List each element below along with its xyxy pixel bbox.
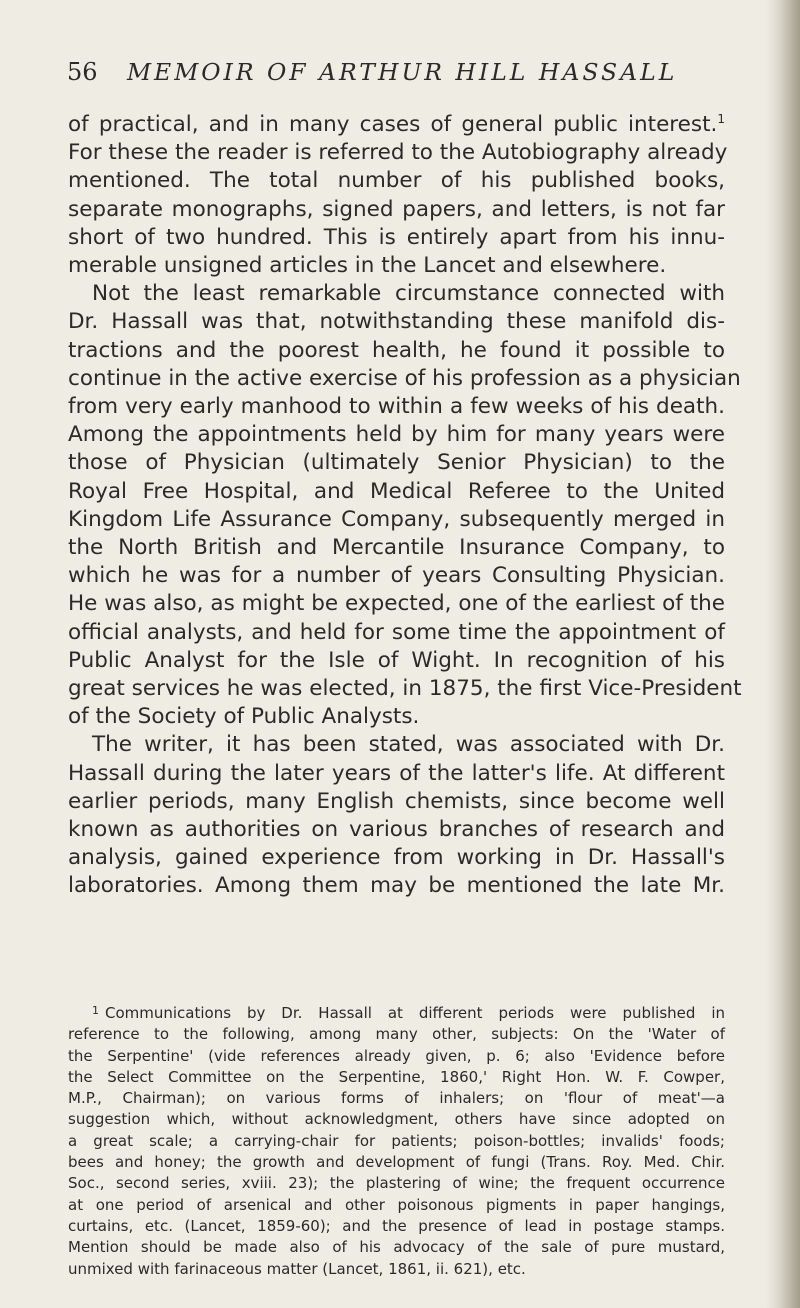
body-line: the North British and Mercantile Insurance Company, to — [68, 535, 725, 561]
body-line: For these the reader is referred to the Autobiography already — [68, 140, 728, 166]
body-line: from very early manhood to within a few weeks of his death. — [68, 394, 725, 420]
footnote-line: Soc., second series, xviii. 23); the plastering of wine; the frequent occurrence — [68, 1174, 725, 1193]
body-line: continue in the active exercise of his profession as a physician — [68, 365, 741, 391]
body-text — [68, 111, 742, 901]
footnote-line: M.P., Chairman); on various forms of inhalers; on 'flour of meat'—a — [68, 1089, 725, 1108]
footnote-line: Mention should be made also of his advocacy of the sale of pure mustard, — [68, 1238, 725, 1257]
body-line: of the Society of Public Analysts. — [68, 704, 420, 730]
footnote-line: a great scale; a carrying-chair for patients; poison-bottles; invalids' foods; — [68, 1131, 725, 1150]
body-line: Kingdom Life Assurance Company, subsequently merged in — [68, 506, 725, 532]
body-line: great services he was elected, in 1875, the first Vice-President — [68, 676, 742, 702]
body-line: of practical, and in many cases of general public interest.$^1$ — [68, 111, 725, 137]
body-line: separate monographs, signed papers, and letters, is not far — [68, 196, 725, 222]
body-line: official analysts, and held for some time the appointment of — [68, 619, 725, 645]
body-line: which he was for a number of years Consulting Physician. — [68, 563, 725, 589]
footnote — [68, 1000, 725, 1280]
footnote-reference: 1 — [717, 111, 725, 126]
body-line: merable unsigned articles in the Lancet and elsewhere. — [68, 253, 667, 279]
footnote-line: the Serpentine' (vide references already given, p. 6; also 'Evidence before — [68, 1046, 725, 1065]
body-line: known as authorities on various branches of research and — [68, 817, 725, 843]
body-line: He was also, as might be expected, one of the earliest of the — [68, 591, 725, 617]
body-line: tractions and the poorest health, he found it possible to — [68, 337, 725, 363]
footnote-line: at one period of arsenical and other poisonous pigments in paper hangings, — [68, 1195, 725, 1214]
page-number: 56 — [67, 58, 98, 86]
body-line: analysis, gained experience from working in Dr. Hassall's — [68, 845, 725, 871]
footnote-line: $^1$ Communications by Dr. Hassall at different periods were published in — [92, 1004, 725, 1022]
footnote-marker: 1 — [92, 1004, 99, 1017]
footnote-line: suggestion which, without acknowledgment, others have since adopted on — [68, 1110, 725, 1129]
page-edge-shadow — [766, 0, 800, 1308]
footnote-line: reference to the following, among many other, subjects: On the 'Water of — [68, 1025, 725, 1044]
body-line: Among the appointments held by him for many years were — [68, 422, 725, 448]
running-title: MEMOIR OF ARTHUR HILL HASSALL — [127, 58, 678, 86]
body-line: Royal Free Hospital, and Medical Referee to the United — [68, 478, 725, 504]
body-line: earlier periods, many English chemists, since become well — [68, 788, 725, 814]
body-line: The writer, it has been stated, was associated with Dr. — [92, 732, 725, 758]
body-line: mentioned. The total number of his published books, — [68, 168, 725, 194]
body-line: laboratories. Among them may be mentioned the late Mr. — [68, 873, 725, 899]
body-line: Not the least remarkable circumstance connected with — [92, 281, 725, 307]
footnote-line: the Select Committee on the Serpentine, 1860,' Right Hon. W. F. Cowper, — [68, 1067, 725, 1086]
footnote-line: curtains, etc. (Lancet, 1859-60); and the presence of lead in postage stamps. — [68, 1216, 725, 1235]
body-line: short of two hundred. This is entirely apart from his innu- — [68, 224, 725, 250]
body-line: Hassall during the later years of the latter's life. At different — [68, 760, 725, 786]
body-line: Dr. Hassall was that, notwithstanding these manifold dis- — [68, 309, 725, 335]
footnote-line: bees and honey; the growth and development of fungi (Trans. Roy. Med. Chir. — [68, 1153, 725, 1172]
body-line: those of Physician (ultimately Senior Physician) to the — [68, 450, 725, 476]
footnote-line: unmixed with farinaceous matter (Lancet, 1861, ii. 621), etc. — [68, 1259, 526, 1278]
page-header — [67, 58, 747, 86]
body-line: Public Analyst for the Isle of Wight. In recognition of his — [68, 647, 725, 673]
